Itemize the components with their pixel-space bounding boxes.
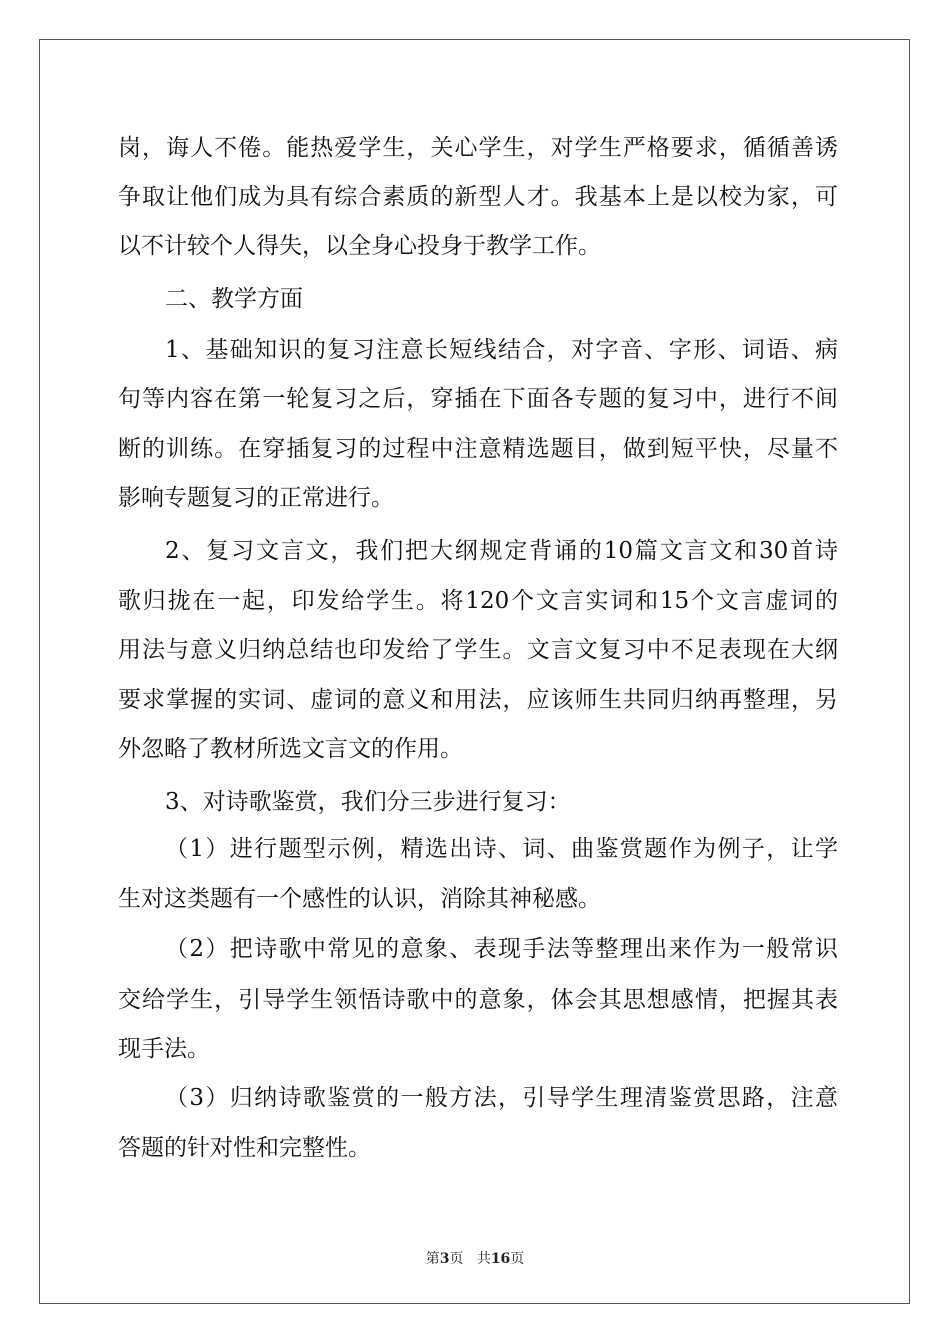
text-line: （2）把诗歌中常见的意象、表现手法等整理出来作为一般常识 bbox=[165, 936, 838, 962]
text-line: 要求掌握的实词、虚词的意义和用法，应该师生共同归纳再整理，另 bbox=[118, 687, 838, 713]
footer-total-prefix: 共 bbox=[476, 1251, 491, 1267]
text-line: 交给学生，引导学生领悟诗歌中的意象，体会其思想感情，把握其表 bbox=[118, 987, 838, 1013]
text-line: 3、对诗歌鉴赏，我们分三步进行复习： bbox=[165, 789, 571, 815]
text-line: 以不计较个人得失，以全身心投身于教学工作。 bbox=[118, 233, 601, 259]
text-line: 1、基础知识的复习注意长短线结合，对字音、字形、词语、病 bbox=[165, 337, 838, 363]
text-line: （1）进行题型示例，精选出诗、词、曲鉴赏题作为例子，让学 bbox=[165, 836, 838, 862]
text-line: 外忽略了教材所选文言文的作用。 bbox=[118, 736, 463, 762]
page-footer bbox=[0, 1248, 950, 1268]
text-line: 生对这类题有一个感性的认识，消除其神秘感。 bbox=[118, 886, 601, 912]
text-line: 用法与意义归纳总结也印发给了学生。文言文复习中不足表现在大纲 bbox=[118, 637, 838, 663]
section-heading: 二、教学方面 bbox=[165, 286, 303, 312]
text-line: 句等内容在第一轮复习之后，穿插在下面各专题的复习中，进行不间 bbox=[118, 386, 838, 412]
text-line: 断的训练。在穿插复习的过程中注意精选题目，做到短平快，尽量不 bbox=[118, 436, 838, 462]
text-line: 答题的针对性和完整性。 bbox=[118, 1135, 371, 1161]
text-line: 歌归拢在一起，印发给学生。将120个文言实词和15个文言虚词的 bbox=[118, 588, 838, 614]
footer-total-suffix: 页 bbox=[510, 1251, 525, 1267]
total-pages-number: 16 bbox=[490, 1251, 511, 1267]
current-page-number: 3 bbox=[439, 1251, 450, 1267]
text-line: 岗，诲人不倦。能热爱学生，关心学生，对学生严格要求，循循善诱 bbox=[118, 135, 838, 161]
text-line: 影响专题复习的正常进行。 bbox=[118, 485, 394, 511]
text-line: 争取让他们成为具有综合素质的新型人才。我基本上是以校为家，可 bbox=[118, 184, 838, 210]
text-line: （3）归纳诗歌鉴赏的一般方法，引导学生理清鉴赏思路，注意 bbox=[165, 1085, 838, 1111]
footer-page-suffix: 页 bbox=[449, 1251, 464, 1267]
page-border bbox=[39, 39, 910, 1304]
text-line: 2、复习文言文，我们把大纲规定背诵的10篇文言文和30首诗 bbox=[165, 538, 838, 564]
text-line: 现手法。 bbox=[118, 1036, 210, 1062]
footer-prefix: 第 bbox=[425, 1251, 440, 1267]
